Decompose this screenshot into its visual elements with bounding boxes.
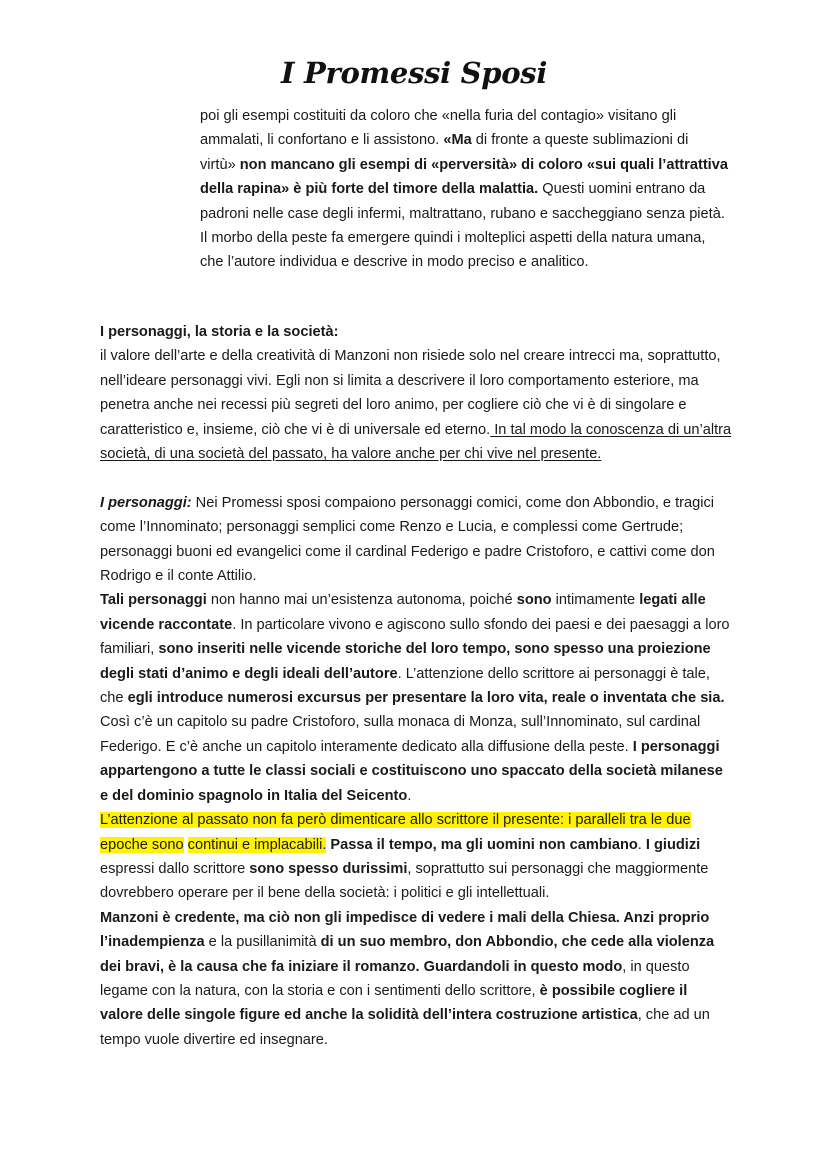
text-run: , che ad un tempo vuole divertire ed insegnare. bbox=[100, 1007, 710, 1048]
text-run: di fronte a queste sublimazioni di virtù» bbox=[200, 132, 689, 173]
bold-run: di un suo membro, don Abbondio, che cede alla violenza dei bravi, è la causa che fa iniziare il romanzo. Guardandoli in questo modo bbox=[100, 934, 715, 975]
bold-run: non mancano gli esempi di «perversità» di coloro «sui quali l’attrattiva della rapina» è più forte del timore della malattia. bbox=[200, 156, 728, 198]
text-run: Nei Promessi sposi compaiono personaggi comici, come don Abbondio, e tragici come l’Innominato; personaggi semplici come Renzo e Lucia, e complessi come Gertrude; personaggi buoni ed evangelici come il cardinal Federigo e padre Cristoforo, e cattivi come don Rodrigo e il conte Attilio. bbox=[100, 494, 715, 585]
characters-analysis-paragraph bbox=[100, 588, 732, 1052]
text-run: . bbox=[637, 836, 646, 853]
page-title: I Promessi Sposi bbox=[280, 56, 548, 90]
characters-intro-paragraph bbox=[100, 491, 732, 589]
text-run: intimamente bbox=[551, 592, 640, 609]
text-run: , in questo legame con la natura, con la storia e con i sentimenti dello scrittore, bbox=[100, 958, 690, 999]
text-run: . In particolare vivono e agiscono sullo sfondo dei paesi e dei paesaggi a loro familiari, bbox=[100, 616, 730, 658]
text-run: il valore dell’arte e della creatività di Manzoni non risiede solo nel creare intrecci ma, soprattutto, nell’ideare personaggi vivi. Egli non si limita a descrivere il loro comportamento esteriore, ma penetra anche nei recessi più segreti del loro animo, per cogliere ciò che vi è di singolare e caratteristico e, insieme, ciò che vi è di universale ed eterno. bbox=[100, 348, 721, 438]
text-run: , soprattutto sui personaggi che maggiormente dovrebbero operare per il bene della società: i politici e gli intellettuali. bbox=[100, 860, 709, 902]
text-run: Così c’è un capitolo su padre Cristoforo, sulla monaca di Monza, sull’Innominato, sul cardinal Federigo. E c’è anche un capitolo interamente dedicato alla diffusione della peste. bbox=[100, 714, 701, 755]
section-heading bbox=[100, 320, 732, 344]
bold-run: legati alle vicende raccontate bbox=[100, 592, 706, 633]
highlighted-run: L’attenzione al passato non fa però dimenticare allo scrittore il presente: i paralleli tra le due epoche sono bbox=[100, 812, 691, 853]
bold-run: sono inseriti nelle vicende storiche del loro tempo, sono spesso una proiezione degli stati d’animo e degli ideali dell’autore bbox=[100, 641, 711, 682]
italic-label: I personaggi: bbox=[100, 494, 192, 511]
section1-paragraph bbox=[100, 344, 732, 466]
text-run: e la pusillanimità bbox=[204, 934, 321, 951]
text-run: poi gli esempi costituiti da coloro che «nella furia del contagio» visitano gli ammalati, li confortano e li assistono. bbox=[200, 108, 677, 149]
text-run: . L’attenzione dello scrittore ai personaggi è tale, che bbox=[100, 665, 710, 707]
bold-run: è possibile cogliere il valore delle singole figure ed anche la solidità dell’intera costruzione artistica bbox=[100, 982, 688, 1024]
bold-run: sono spesso durissimi bbox=[249, 860, 408, 877]
bold-run: I giudizi bbox=[645, 836, 701, 853]
bold-run: I personaggi appartengono a tutte le classi sociali e costituiscono uno spaccato della società milanese e del dominio spagnolo in Italia del Seicento bbox=[100, 738, 723, 804]
bold-run: Passa il tempo, ma gli uomini non cambiano bbox=[326, 836, 638, 853]
spacer bbox=[100, 466, 732, 490]
bold-run: egli introduce numerosi excursus per presentare la loro vita, reale o inventata che sia. bbox=[127, 690, 725, 707]
text-run: . bbox=[407, 787, 412, 804]
text-run: non hanno mai un’esistenza autonoma, poiché bbox=[206, 592, 517, 609]
intro-paragraph bbox=[200, 104, 728, 275]
text-run: espressi dallo scrittore bbox=[100, 860, 250, 877]
text-run: Questi uomini entrano da padroni nelle case degli infermi, maltrattano, rubano e saccheggiano senza pietà. Il morbo della peste fa emergere quindi i molteplici aspetti della natura umana, che l’autore individua e descrive in modo preciso e analitico. bbox=[200, 181, 725, 271]
heading-text: I personaggi, la storia e la società: bbox=[100, 324, 339, 340]
bold-run: Tali personaggi bbox=[100, 592, 207, 609]
bold-run: Manzoni è credente, ma ciò non gli impedisce di vedere i mali della Chiesa. Anzi proprio l’inadempienza bbox=[100, 909, 710, 951]
bold-run: «Ma bbox=[443, 132, 472, 149]
underlined-run: In tal modo la conoscenza di un’altra società, di una società del passato, ha valore anche per chi vive nel presente. bbox=[100, 421, 732, 463]
main-body bbox=[100, 320, 732, 1052]
highlighted-run: continui e implacabili. bbox=[187, 836, 327, 853]
bold-run: sono bbox=[516, 592, 552, 609]
